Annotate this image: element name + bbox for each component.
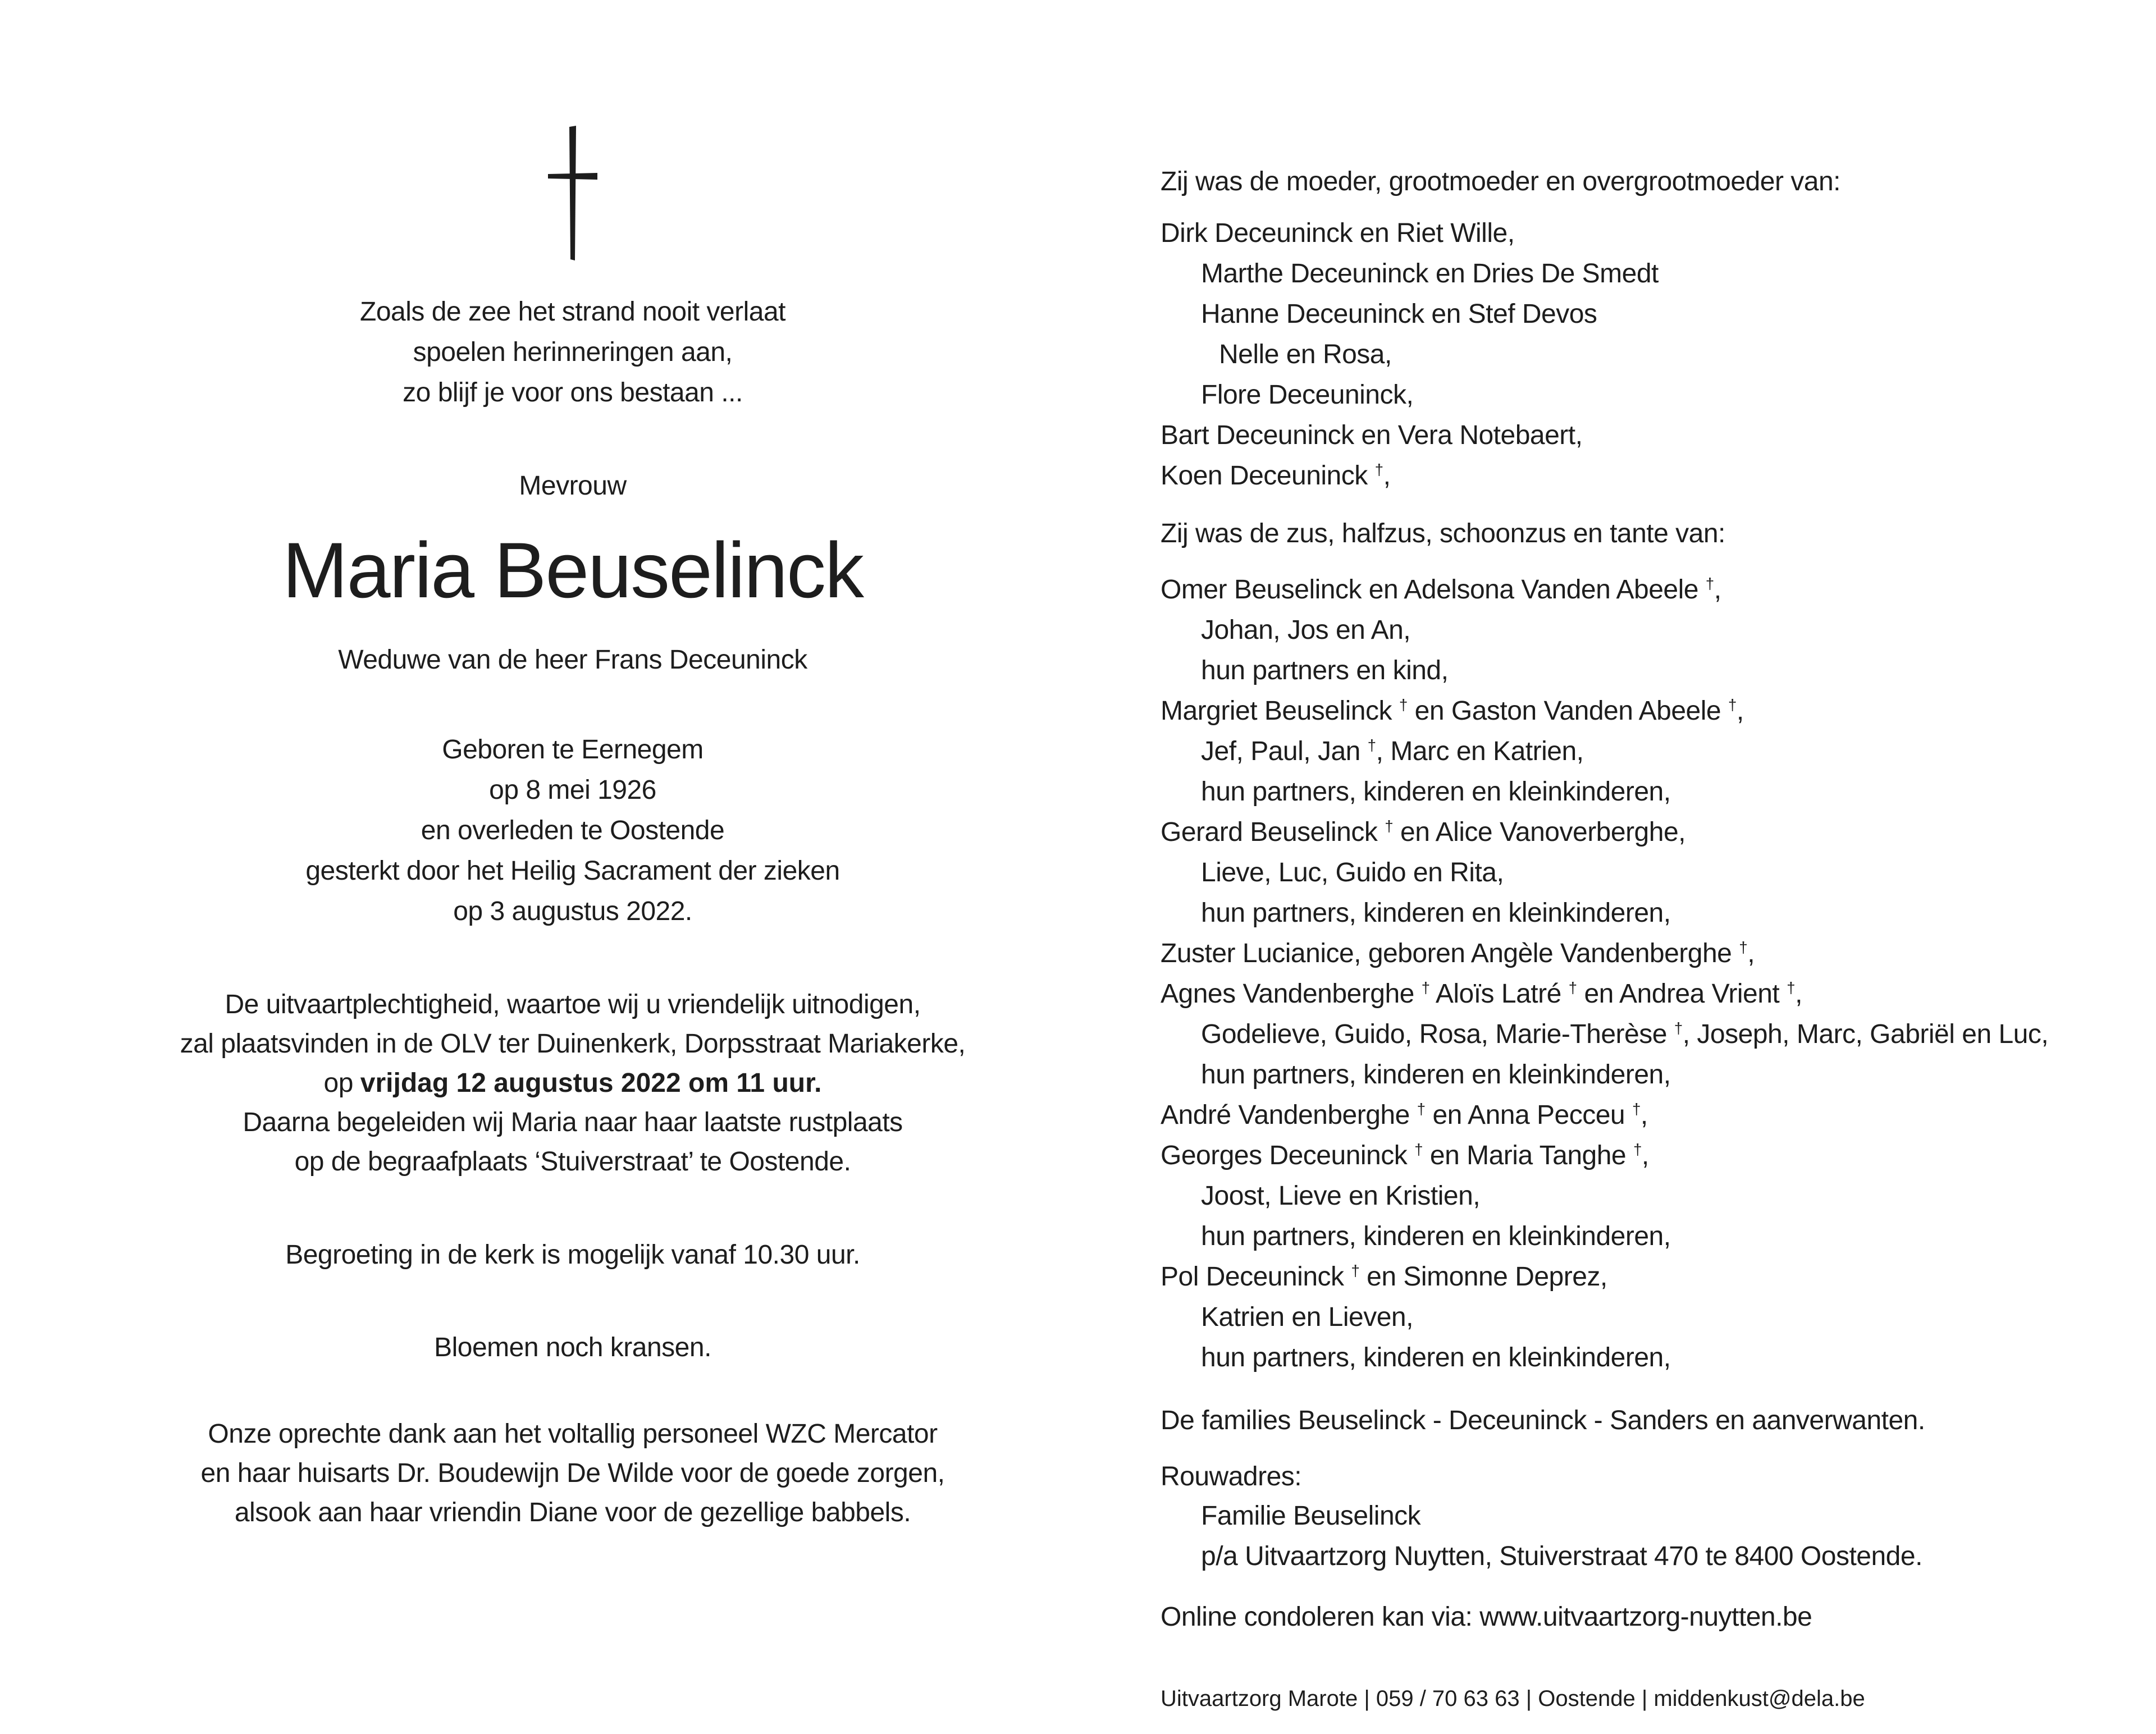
poem-line: spoelen herinneringen aan, — [413, 337, 733, 367]
thanks-line: alsook aan haar vriendin Diane voor de gezellige babbels. — [234, 1498, 911, 1527]
funeral-date-bold: vrijdag 12 augustus 2022 om 11 uur. — [360, 1068, 822, 1098]
family-line: Joost, Lieve en Kristien, — [1201, 1181, 1481, 1211]
poem-line: zo blijf je voor ons bestaan ... — [403, 378, 743, 408]
rouwadres-line: p/a Uitvaartzorg Nuytten, Stuiverstraat 470 te 8400 Oostende. — [1201, 1541, 1922, 1571]
funeral-line: op de begraafplaats ‘Stuiverstraat’ te Oostende. — [294, 1147, 851, 1177]
family-line: Lieve, Luc, Guido en Rita, — [1201, 858, 1504, 887]
family-line: hun partners, kinderen en kleinkinderen, — [1201, 1221, 1671, 1251]
funeral-home-footer: Uitvaartzorg Marote | 059 / 70 63 63 | Oostende | middenkust@dela.be — [1161, 1686, 1865, 1711]
funeral-paragraph — [140, 985, 1005, 1182]
life-dates — [140, 730, 1005, 932]
family-line: Katrien en Lieven, — [1201, 1302, 1413, 1332]
family-line: Bart Deceuninck en Vera Notebaert, — [1161, 420, 1583, 450]
family-line: Georges Deceuninck † en Maria Tanghe †, — [1161, 1141, 1649, 1170]
family-list-sister — [1161, 570, 2135, 1378]
funeral-line: Daarna begeleiden wij Maria naar haar laatste rustplaats — [243, 1108, 903, 1137]
rouwadres-line: Familie Beuselinck — [1201, 1501, 1421, 1531]
family-line: André Vandenberghe † en Anna Pecceu †, — [1161, 1100, 1648, 1130]
family-line: Nelle en Rosa, — [1219, 340, 1392, 369]
relations-header-sister: Zij was de zus, halfzus, schoonzus en tante van: — [1161, 519, 1725, 548]
funeral-line: zal plaatsvinden in de OLV ter Duinenkerk, Dorpsstraat Mariakerke, — [180, 1029, 966, 1059]
thanks-line: en haar huisarts Dr. Boudewijn De Wilde voor de goede zorgen, — [200, 1458, 945, 1488]
flowers-line: Bloemen noch kransen. — [434, 1333, 711, 1362]
family-line: Jef, Paul, Jan †, Marc en Katrien, — [1201, 736, 1584, 766]
funeral-date-prefix: op — [323, 1068, 360, 1098]
family-line: Johan, Jos en An, — [1201, 615, 1411, 645]
rouwadres-lines — [1161, 1496, 2135, 1577]
family-line: Pol Deceuninck † en Simonne Deprez, — [1161, 1262, 1607, 1292]
condolence-line: Online condoleren kan via: www.uitvaartzorg-nuytten.be — [1161, 1602, 1812, 1632]
widow-line: Weduwe van de heer Frans Deceuninck — [338, 645, 807, 675]
family-line: Zuster Lucianice, geboren Angèle Vandenberghe †, — [1161, 939, 1755, 968]
family-line: Godelieve, Guido, Rosa, Marie-Therèse †, Joseph, Marc, Gabriël en Luc, — [1201, 1019, 2049, 1049]
family-line: Gerard Beuselinck † en Alice Vanoverberghe, — [1161, 817, 1685, 847]
poem-line: Zoals de zee het strand nooit verlaat — [360, 297, 785, 327]
life-line: gesterkt door het Heilig Sacrament der zieken — [305, 856, 840, 886]
family-line: Agnes Vandenberghe † Aloïs Latré † en Andrea Vrient †, — [1161, 979, 1802, 1009]
family-line: Margriet Beuselinck † en Gaston Vanden Abeele †, — [1161, 696, 1744, 726]
family-line: Omer Beuselinck en Adelsona Vanden Abeele †, — [1161, 575, 1721, 605]
family-line: hun partners, kinderen en kleinkinderen, — [1201, 777, 1671, 807]
greeting-line: Begroeting in de kerk is mogelijk vanaf 10.30 uur. — [285, 1240, 860, 1270]
family-line: Hanne Deceuninck en Stef Devos — [1201, 299, 1597, 329]
funeral-date-line — [140, 1064, 1005, 1103]
thanks-line: Onze oprechte dank aan het voltallig personeel WZC Mercator — [208, 1419, 938, 1449]
deceased-name: Maria Beuselinck — [282, 526, 863, 614]
family-line: hun partners en kind, — [1201, 656, 1449, 685]
salutation: Mevrouw — [519, 471, 627, 501]
rouwadres-header: Rouwadres: — [1161, 1462, 1302, 1491]
family-line: Marthe Deceuninck en Dries De Smedt — [1201, 259, 1659, 289]
family-list-mother — [1161, 213, 2135, 496]
funeral-line: De uitvaartplechtigheid, waartoe wij u vriendelijk uitnodigen, — [225, 990, 921, 1019]
life-line: Geboren te Eernegem — [442, 735, 704, 765]
family-line: hun partners, kinderen en kleinkinderen, — [1201, 1343, 1671, 1372]
life-line: op 3 augustus 2022. — [453, 896, 692, 926]
life-line: op 8 mei 1926 — [489, 775, 656, 805]
relations-header-mother: Zij was de moeder, grootmoeder en overgrootmoeder van: — [1161, 167, 1840, 196]
family-line: Flore Deceuninck, — [1201, 380, 1414, 410]
family-line: hun partners, kinderen en kleinkinderen, — [1201, 898, 1671, 928]
cross-icon — [140, 126, 1005, 260]
thanks-paragraph — [140, 1415, 1005, 1532]
poem — [140, 292, 1005, 413]
family-line: hun partners, kinderen en kleinkinderen, — [1201, 1060, 1671, 1090]
family-line: Koen Deceuninck †, — [1161, 461, 1391, 491]
life-line: en overleden te Oostende — [421, 816, 725, 845]
family-line: Dirk Deceuninck en Riet Wille, — [1161, 218, 1515, 248]
families-line: De families Beuselinck - Deceuninck - Sanders en aanverwanten. — [1161, 1406, 1925, 1435]
